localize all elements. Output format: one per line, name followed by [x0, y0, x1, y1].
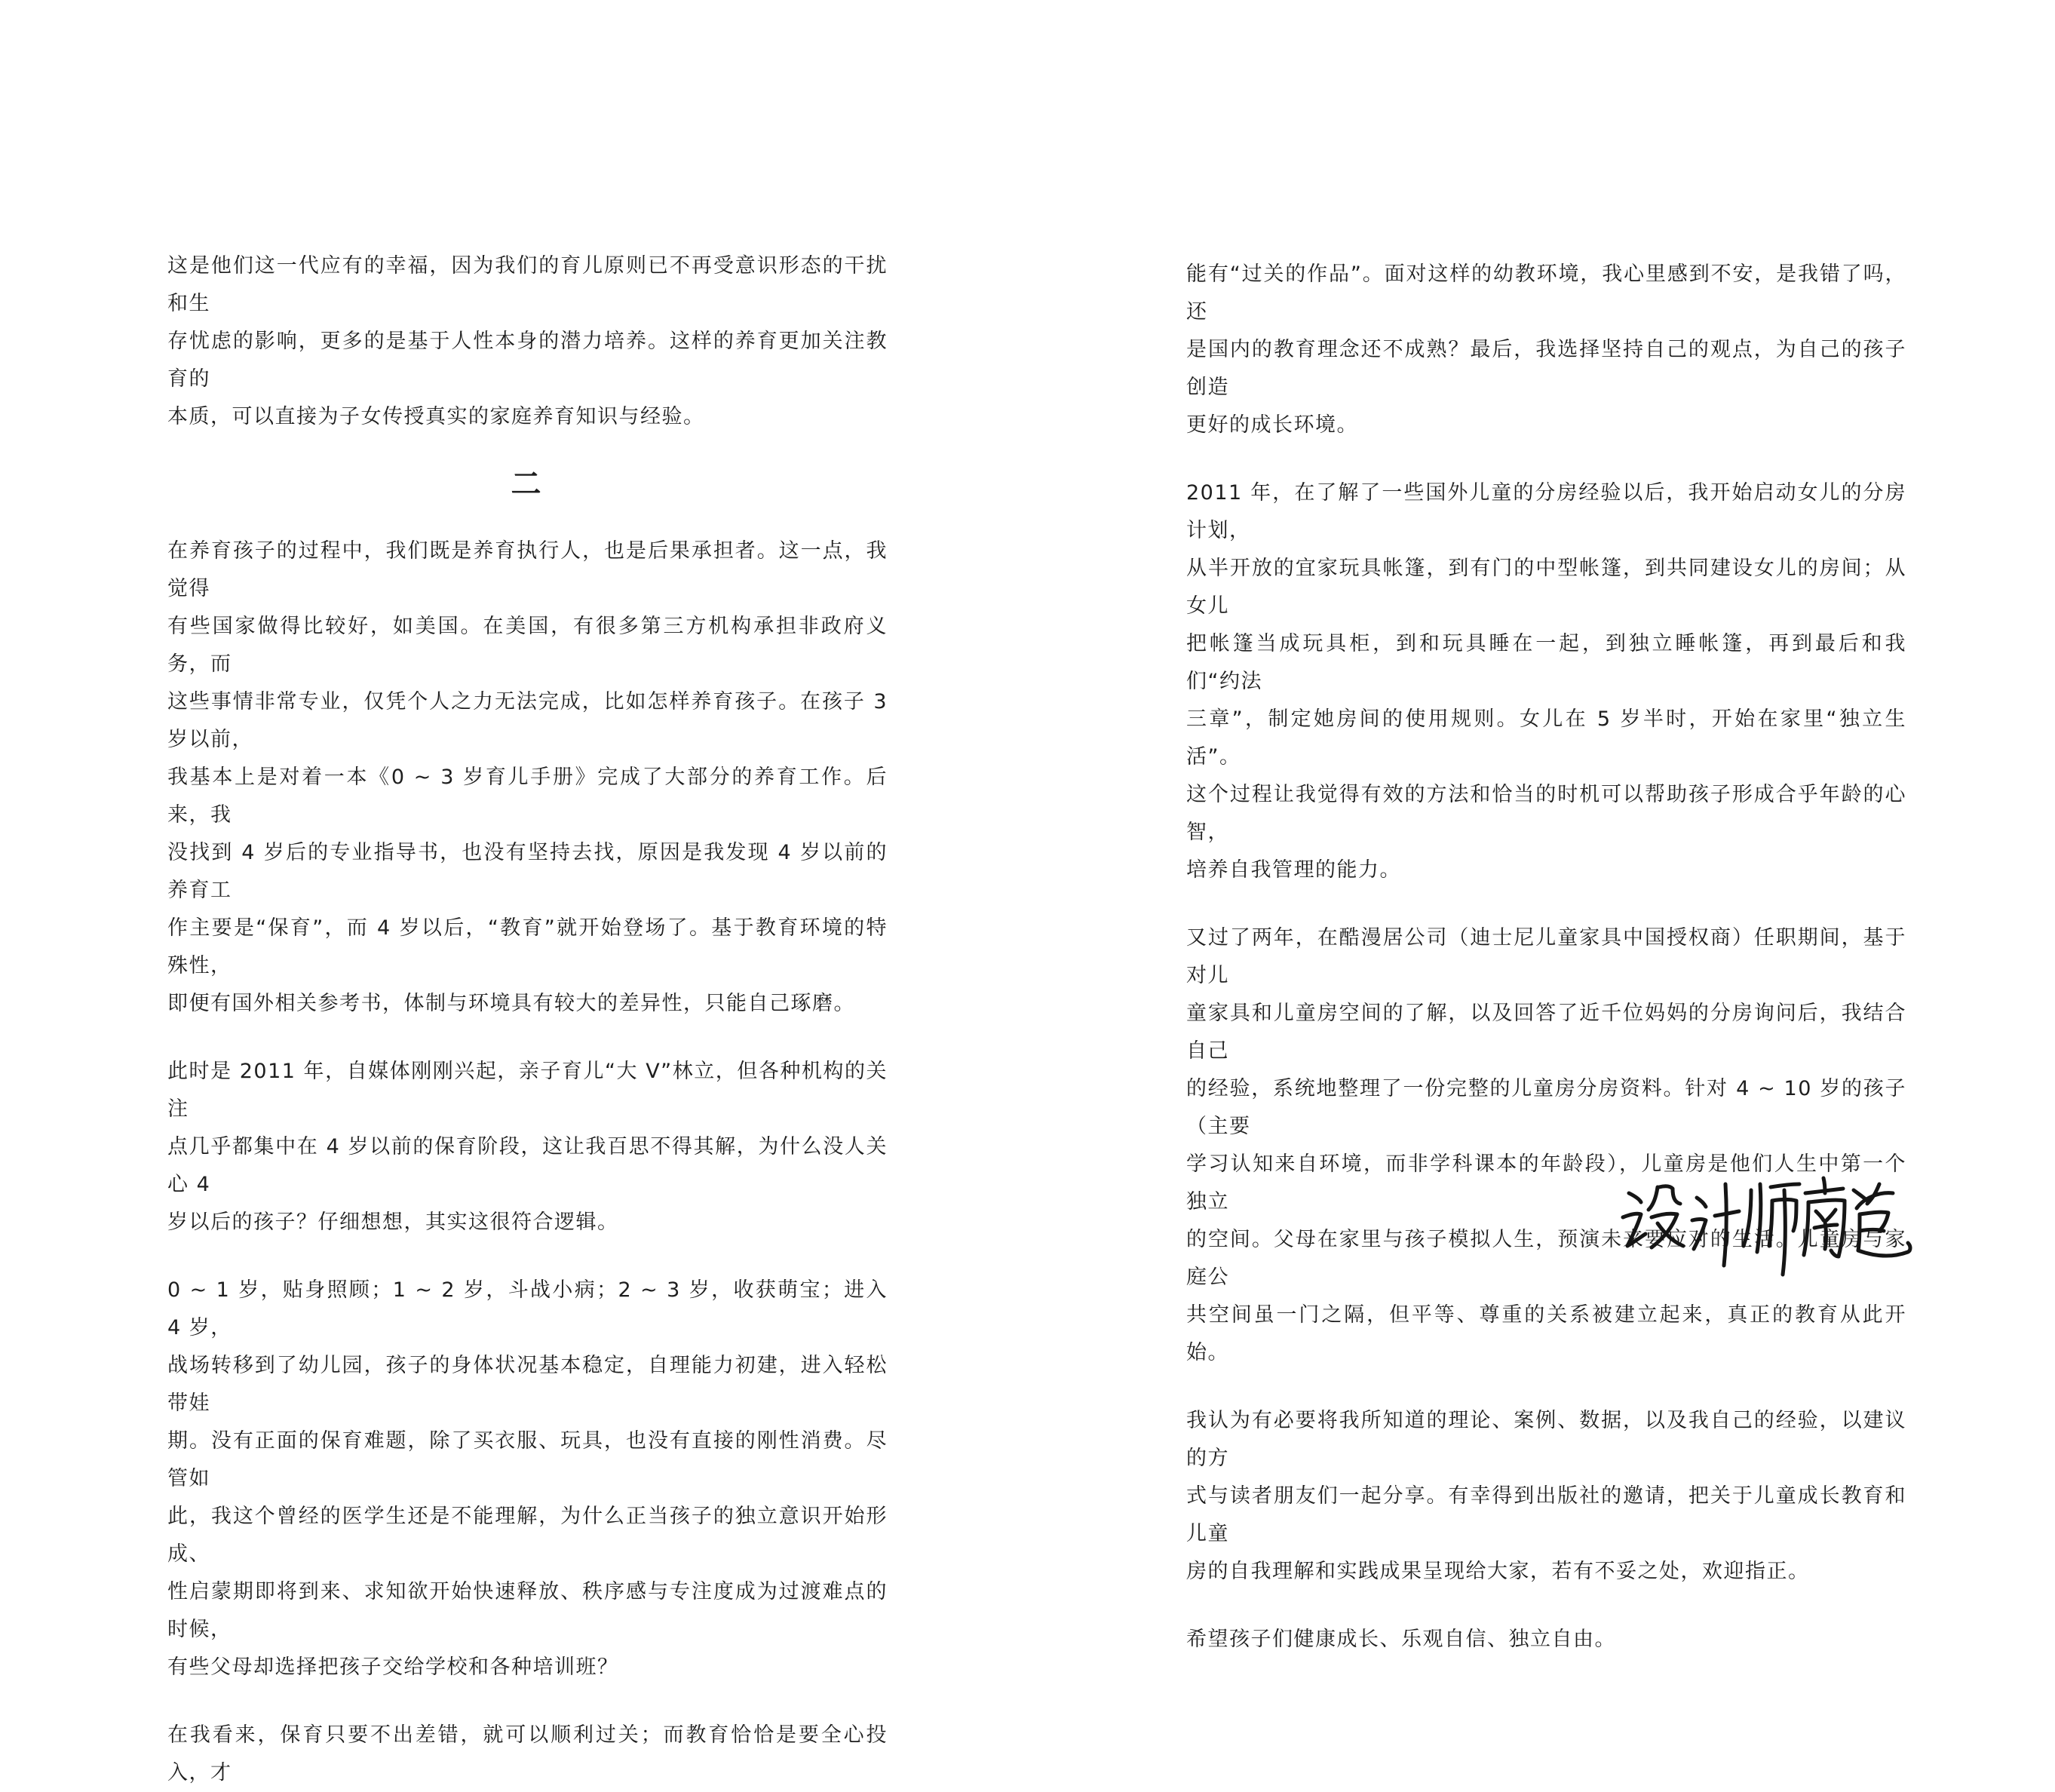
paragraph: 又过了两年，在酷漫居公司（迪士尼儿童家具中国授权商）任职期间，基于对儿 童家具和儿童房空间的了解，以及回答了近千位妈妈的分房询问后，我结合自己 的经验，系统地整理了一份完整的儿童房分房资料。针对 4 ~ 10 岁的孩子（主要 学习认知来自环境，而非学科课本的年龄段），儿童房是他们人生中第一个独立 的空间。父母在家里与孩子模拟人生，预演未来要应对的生活。儿童房与家庭公 共空间虽一门之隔，但平等、尊重的关系被建立起来，真正的教育从此开始。: [1186, 926, 1906, 1364]
section-heading: 二: [511, 466, 544, 502]
paragraph: 2011 年，在了解了一些国外儿童的分房经验以后，我开始启动女儿的分房计划， 从半开放的宜家玩具帐篷，到有门的中型帐篷，到共同建设女儿的房间；从女儿 把帐篷当成玩具柜，到和玩具睡在一起，到独立睡帐篷，再到最后和我们“约法 三章”，制定她房间的使用规则。女儿在 5 岁半时，开始在家里“独立生活”。 这个过程让我觉得有效的方法和恰当的时机可以帮助孩子形成合乎年龄的心智， 培养自我管理的能力。: [1186, 481, 1906, 882]
right-page: [1027, 0, 2055, 1651]
paragraph: 我认为有必要将我所知道的理论、案例、数据，以及我自己的经验，以建议的方 式与读者朋友们一起分享。有幸得到出版社的邀请，把关于儿童成长教育和儿童 房的自我理解和实践成果呈现给大家，若有不妥之处，欢迎指正。: [1186, 1409, 1906, 1583]
paragraph: 0 ~ 1 岁，贴身照顾；1 ~ 2 岁，斗战小病；2 ~ 3 岁，收获萌宝；进入 4 岁， 战场转移到了幼儿园，孩子的身体状况基本稳定，自理能力初建，进入轻松带娃 期。没有正面的保育难题，除了买衣服、玩具，也没有直接的刚性消费。尽管如 此，我这个曾经的医学生还是不能理解，为什么正当孩子的独立意识开始形成、 性启蒙期即将到来、求知欲开始快速释放、秩序感与专注度成为过渡难点的时候， 有些父母却选择把孩子交给学校和各种培训班？: [167, 1278, 888, 1679]
right-text-column: [1186, 256, 1906, 1659]
left-text-column: [167, 247, 888, 1792]
left-page: [0, 0, 1027, 1784]
paragraph: 希望孩子们健康成长、乐观自信、独立自由。: [1186, 1628, 1616, 1651]
paragraph: 能有“过关的作品”。面对这样的幼教环境，我心里感到不安，是我错了吗，还 是国内的教育理念还不成熟？最后，我选择坚持自己的观点，为自己的孩子创造 更好的成长环境。: [1186, 262, 1906, 437]
paragraph: 在我看来，保育只要不出差错，就可以顺利过关；而教育恰恰是要全心投入，才: [167, 1723, 888, 1784]
paragraph: 这是他们这一代应有的幸福，因为我们的育儿原则已不再受意识形态的干扰和生 存忧虑的影响，更多的是基于人性本身的潜力培养。这样的养育更加关注教育的 本质，可以直接为子女传授真实的家庭养育知识与经验。: [167, 254, 888, 428]
paragraph: 此时是 2011 年，自媒体刚刚兴起，亲子育儿“大 V”林立，但各种机构的关注 点几乎都集中在 4 岁以前的保育阶段，这让我百思不得其解，为什么没人关心 4 岁以后的孩子？仔细想想，其实这很符合逻辑。: [167, 1060, 888, 1234]
paragraph: 在养育孩子的过程中，我们既是养育执行人，也是后果承担者。这一点，我觉得 有些国家做得比较好，如美国。在美国，有很多第三方机构承担非政府义务，而 这些事情非常专业，仅凭个人之力无法完成，比如怎样养育孩子。在孩子 3 岁以前， 我基本上是对着一本《0 ~ 3 岁育儿手册》完成了大部分的养育工作。后来，我 没找到 4 岁后的专业指导书，也没有坚持去找，原因是我发现 4 岁以前的养育工 作主要是“保育”，而 4 岁以后，“教育”就开始登场了。基于教育环境的特殊性， 即便有国外相关参考书，体制与环境具有较大的差异性，只能自己琢磨。: [167, 539, 888, 1015]
handwritten-signature: [1618, 1168, 1912, 1281]
